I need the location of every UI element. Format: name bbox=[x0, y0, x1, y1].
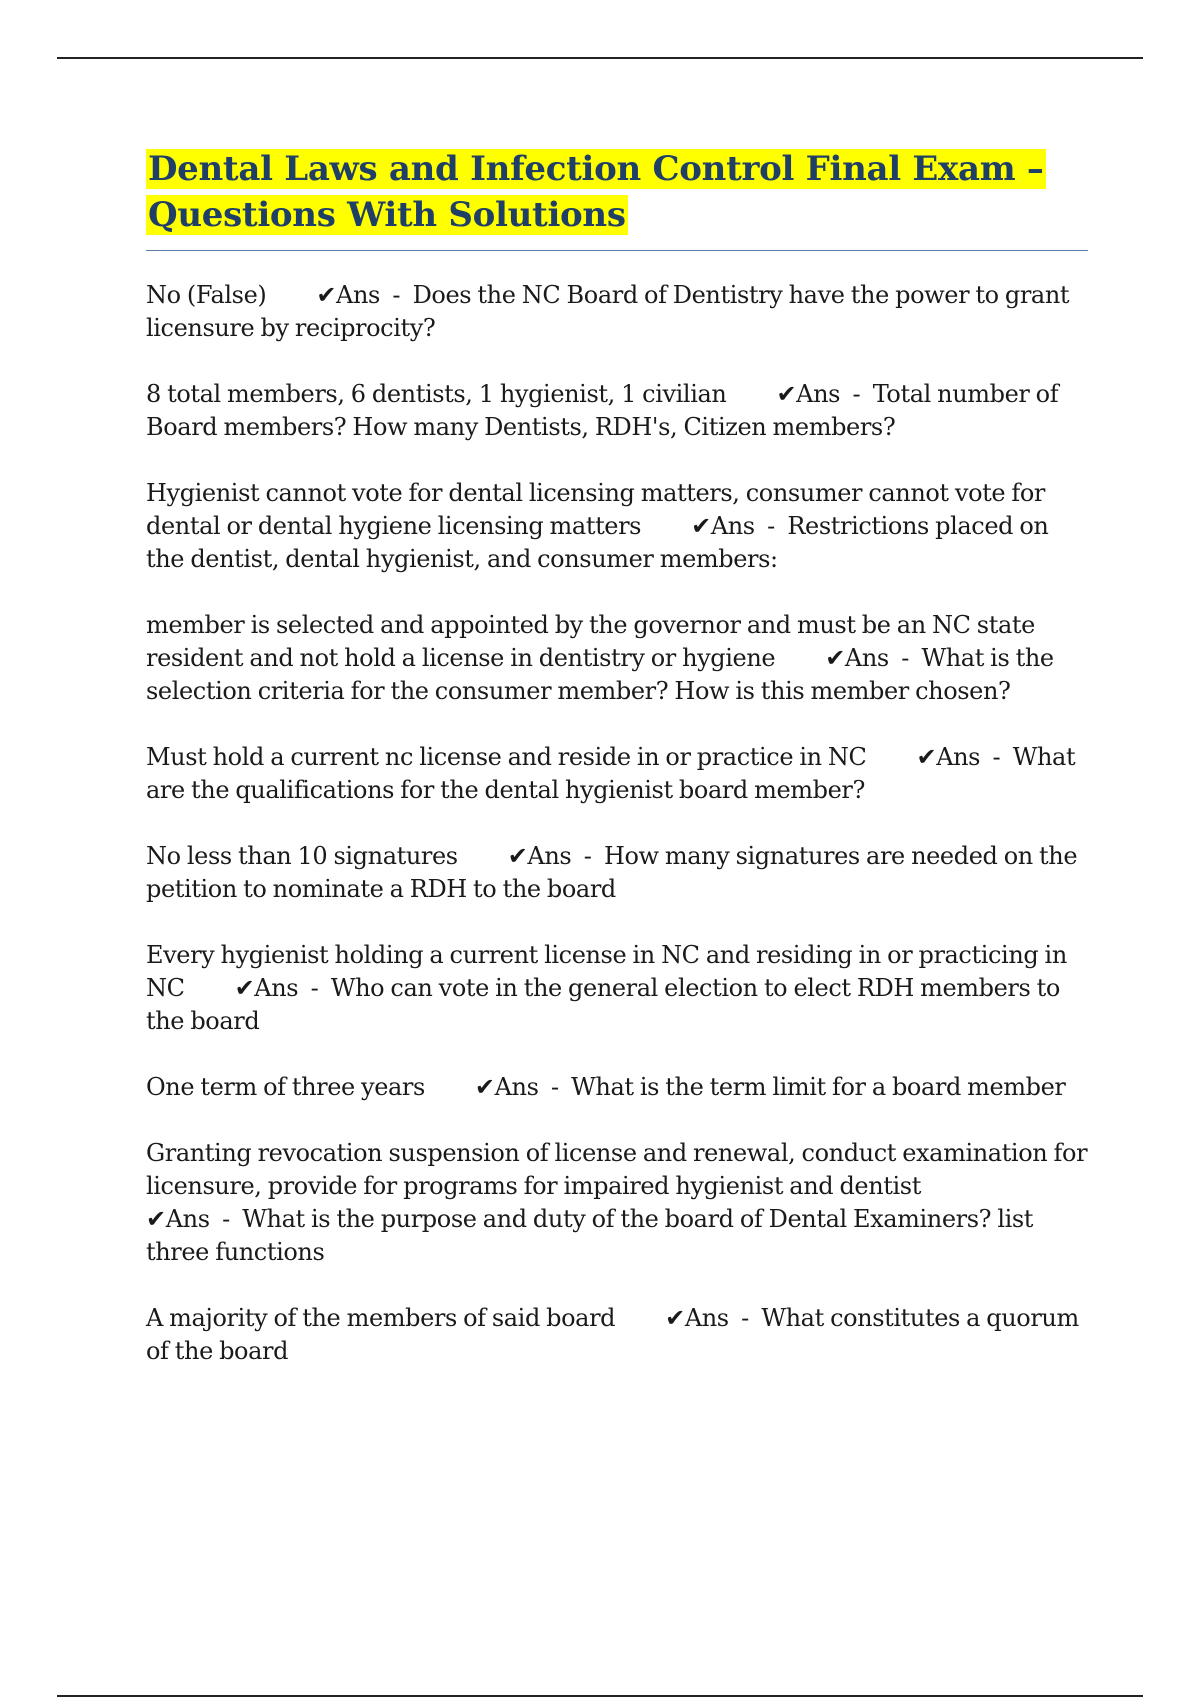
answer-text: Must hold a current nc license and reside in or practice in NC bbox=[146, 743, 867, 771]
question-text: Who can vote in the general election to elect RDH members to the board bbox=[146, 974, 1060, 1035]
qa-item bbox=[146, 741, 1090, 807]
question-text: What are the qualifications for the dental hygienist board member? bbox=[146, 743, 1076, 804]
ans-marker: ✔Ans - bbox=[825, 644, 922, 672]
ans-marker: ✔Ans - bbox=[474, 1073, 572, 1101]
ans-marker: ✔Ans - bbox=[146, 1205, 243, 1233]
question-text: What is the term limit for a board member bbox=[571, 1073, 1066, 1101]
ans-marker: ✔Ans - bbox=[691, 512, 788, 540]
ans-marker: ✔Ans - bbox=[316, 281, 413, 309]
answer-text: No (False) bbox=[146, 281, 267, 309]
page-top-rule bbox=[57, 57, 1143, 59]
title-underline bbox=[146, 250, 1088, 251]
qa-item bbox=[146, 840, 1090, 906]
question-text: Restrictions placed on the dentist, dental hygienist, and consumer members: bbox=[146, 512, 1049, 573]
answer-text: No less than 10 signatures bbox=[146, 842, 458, 870]
question-text: What is the purpose and duty of the board of Dental Examiners? list three functions bbox=[146, 1205, 1034, 1266]
qa-item bbox=[146, 1071, 1090, 1104]
answer-text: member is selected and appointed by the governor and must be an NC state resident and not hold a license in dentistry or hygiene bbox=[146, 611, 1035, 672]
ans-marker: ✔Ans - bbox=[776, 380, 873, 408]
question-text: Does the NC Board of Dentistry have the power to grant licensure by reciprocity? bbox=[146, 281, 1070, 342]
qa-item bbox=[146, 1137, 1090, 1269]
document-body bbox=[146, 146, 1090, 1401]
qa-item bbox=[146, 477, 1090, 576]
answer-text: Every hygienist holding a current license in NC and residing in or practicing in NC bbox=[146, 941, 1067, 1002]
answer-text: Granting revocation suspension of license and renewal, conduct examination for licensure, provide for programs for impaired hygienist and dentist bbox=[146, 1139, 1088, 1200]
answer-text: One term of three years bbox=[146, 1073, 425, 1101]
question-text: How many signatures are needed on the petition to nominate a RDH to the board bbox=[146, 842, 1078, 903]
title-highlight: Dental Laws and Infection Control Final Exam – Questions With Solutions bbox=[148, 149, 1044, 235]
page-bottom-rule bbox=[57, 1695, 1143, 1697]
question-text: What constitutes a quorum of the board bbox=[146, 1304, 1079, 1365]
document-title bbox=[146, 146, 1090, 238]
qa-list bbox=[146, 279, 1090, 1368]
qa-item bbox=[146, 378, 1090, 444]
answer-text: 8 total members, 6 dentists, 1 hygienist, 1 civilian bbox=[146, 380, 727, 408]
qa-item bbox=[146, 279, 1090, 345]
question-text: What is the selection criteria for the consumer member? How is this member chosen? bbox=[146, 644, 1054, 705]
qa-item bbox=[146, 939, 1090, 1038]
qa-item bbox=[146, 609, 1090, 708]
qa-item bbox=[146, 1302, 1090, 1368]
answer-text: A majority of the members of said board bbox=[146, 1304, 616, 1332]
ans-marker: ✔Ans - bbox=[507, 842, 604, 870]
question-text: Total number of Board members? How many Dentists, RDH's, Citizen members? bbox=[146, 380, 1059, 441]
ans-marker: ✔Ans - bbox=[665, 1304, 762, 1332]
ans-marker: ✔Ans - bbox=[916, 743, 1013, 771]
ans-marker: ✔Ans - bbox=[234, 974, 331, 1002]
answer-text: Hygienist cannot vote for dental licensing matters, consumer cannot vote for dental or dental hygiene licensing matters bbox=[146, 479, 1045, 540]
